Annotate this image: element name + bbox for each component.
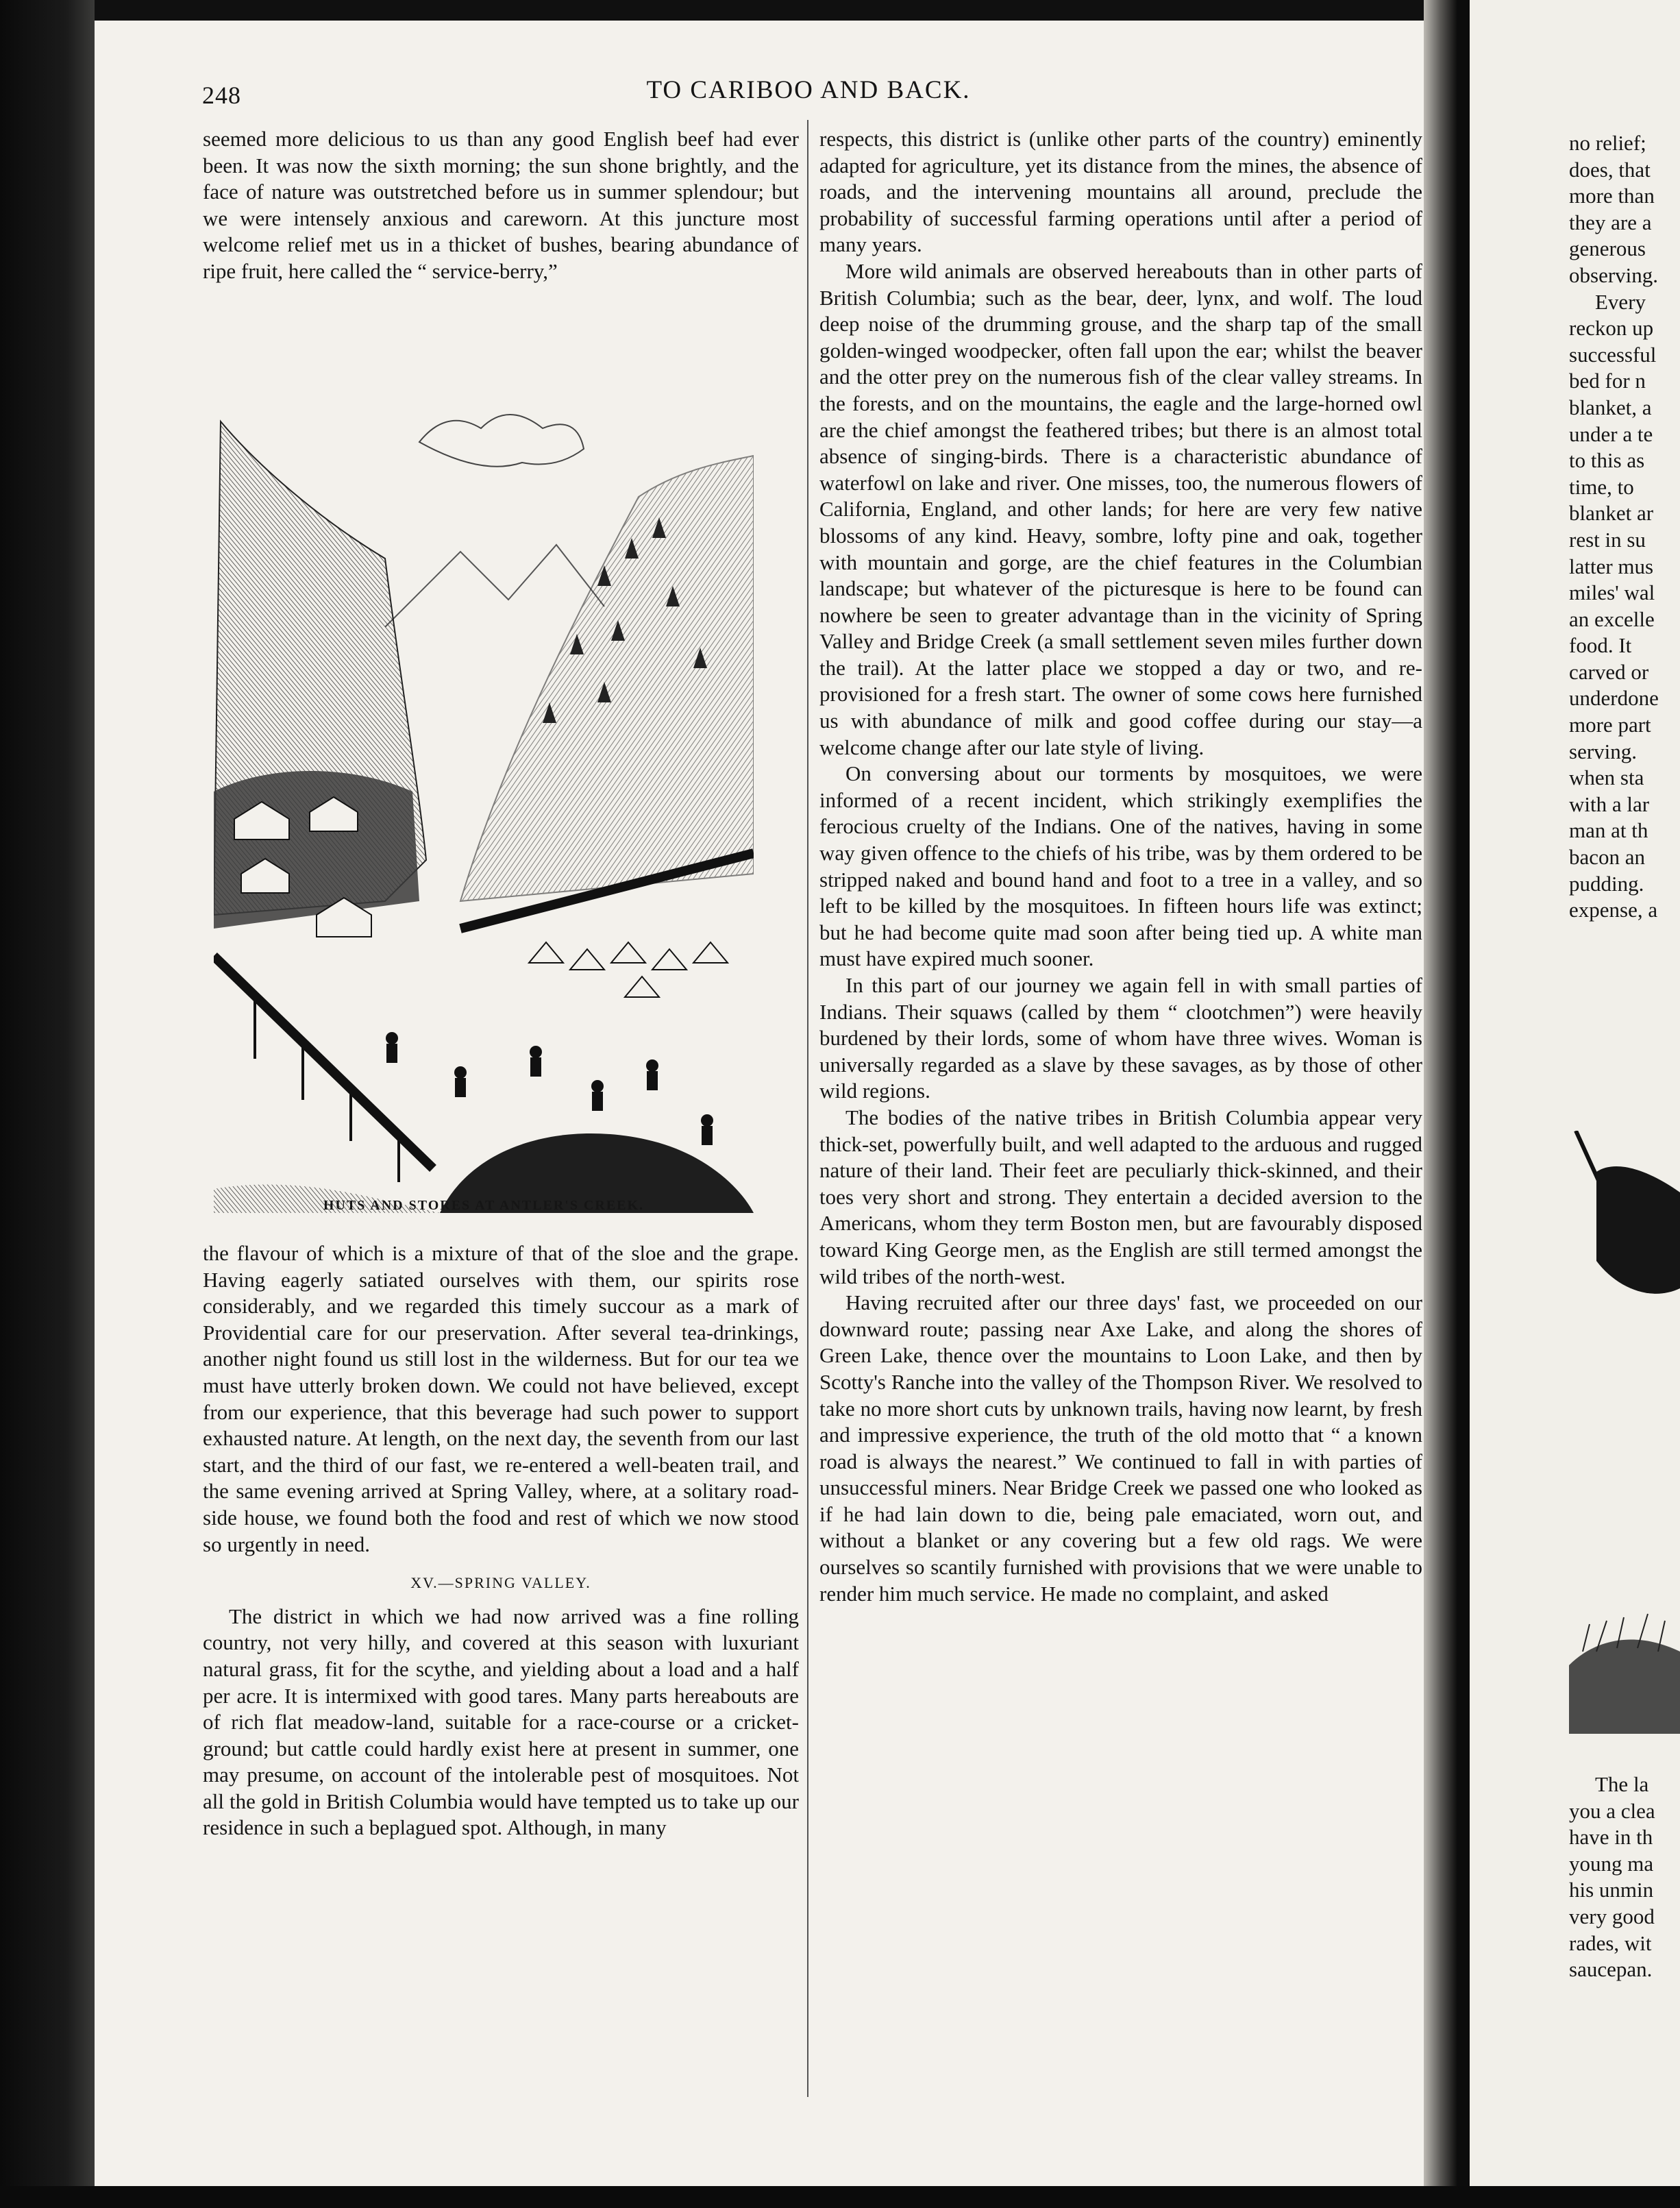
facing-line: underdone — [1569, 686, 1659, 711]
left-continued-paragraph: the flavour of which is a mixture of that of the sloe and the grape. Having eagerly satiated ourselves with them, our spirits rose considerably, and we regarded this timely succour as a mark of Providential care for our preservation. After several tea-drinkings, another night found us still lost in the wilderness. But for our tea we must have utterly broken down. We could not have believed, except from our experience, that this beverage had such power to support exhausted nature. At length, on the next day, the seventh from our last start, and the third of our fast, we re-entered a well-beaten trail, and the same evening arrived at Spring Valley, where, at a solitary road-side house, we found both the food and rest of which we now stood so urgently in need. — [203, 1241, 799, 1556]
facing-line: under a te — [1569, 421, 1653, 446]
facing-line: have in th — [1569, 1825, 1653, 1850]
facing-line: time, to — [1569, 474, 1634, 499]
facing-line: rades, wit — [1569, 1930, 1652, 1955]
facing-line: young ma — [1569, 1851, 1654, 1876]
left-column-bottom — [203, 1240, 799, 1841]
running-head: TO CARIBOO AND BACK. — [646, 76, 971, 104]
facing-line: expense, a — [1569, 898, 1658, 922]
scanner-bottom-edge — [0, 2186, 1680, 2208]
facing-line: to this as — [1569, 448, 1645, 473]
left-top-paragraph: seemed more delicious to us than any good English beef had ever been. It was now the sixth morning; the sun shone brightly, and the face of nature was outstretched before us in summer splendour; but we were intensely anxious and careworn. At this juncture most welcome relief met us in a thicket of bushes, bearing abundance of ripe fruit, here called the “ service-berry,” — [203, 127, 799, 283]
facing-line: when sta — [1569, 765, 1644, 790]
middle-paragraph-5: The bodies of the native tribes in British Columbia appear very thick-set, powerfully built, and well adapted to the arduous and rugged nature of their land. Their feet are peculiarly thick-skinned, and their toes very short and strong. They entertain a decided aversion to the Americans, whom they term Boston men, but are favourably disposed toward King George men, as the English are still termed amongst the wild tribes of the north-west. — [819, 1105, 1422, 1288]
facing-line: miles' wal — [1569, 580, 1655, 605]
facing-line: no relief; — [1569, 131, 1646, 155]
facing-page-text-bottom — [1569, 1771, 1655, 1983]
facing-line: more than — [1569, 184, 1655, 208]
facing-line: an excelle — [1569, 606, 1655, 631]
facing-line: Every — [1595, 289, 1646, 314]
facing-line: more part — [1569, 713, 1651, 737]
facing-line: man at th — [1569, 818, 1648, 843]
page-number: 248 — [202, 82, 241, 109]
middle-paragraph-3: On conversing about our torments by mosquitoes, we were informed of a recent incident, which strikingly exemplifies the ferocious cruelty of the Indians. One of the natives, having in some way given offence to the chiefs of his tribe, was by them ordered to be stripped naked and bound hand and foot to a tree in a valley, and so left to be killed by the mosquitoes. In fifteen hours life was extinct; but he had become quite mad soon after being tied up. A white man must have expired much sooner. — [819, 761, 1422, 971]
facing-line: blanket ar — [1569, 501, 1654, 526]
column-rule — [807, 120, 808, 2097]
middle-paragraph-2: More wild animals are observed hereabouts than in other parts of British Columbia; such as the bear, deer, lynx, and wolf. The loud deep noise of the drumming grouse, and the sharp tap of the small golden-winged woodpecker, often fall upon the ear; whilst the beaver and the otter prey on the numerous fish of the clear valley streams. In the forests, and on the mountains, the eagle and the large-horned owl are the chief amongst the feathered tribes; but there is an almost total absence of singing-birds. There is a characteristic abundance of waterfowl on lake and river. One misses, too, the numerous flowers of California, England, and other lands; for here are very few native blossoms of any kind. Heavy, sombre, lofty pine and oak, together with mountain and gorge, are the chief features in the Columbian landscape; but whatever of the picturesque is here to be found can nowhere be seen to greater advantage than in the vicinity of Spring Valley and Bridge Creek (a small settlement seven miles further down the trail). At the latter place we stopped a day or two, and re-provisioned for a fresh start. The owner of some cows here furnished us with abundance of milk and good coffee during our stay—a welcome change after our late style of living. — [819, 258, 1422, 759]
left-column-top — [203, 126, 799, 285]
facing-line: successful — [1569, 342, 1657, 367]
facing-line: they are a — [1569, 210, 1652, 234]
facing-line: his unmin — [1569, 1878, 1654, 1902]
facing-line: latter mus — [1569, 554, 1654, 578]
facing-line: reckon up — [1569, 316, 1654, 341]
engraving-illustration — [214, 380, 754, 1213]
facing-line: bacon an — [1569, 845, 1646, 870]
facing-line: observing. — [1569, 262, 1659, 287]
section-paragraph: The district in which we had now arrived was a fine rolling country, not very hilly, and covered at this season with luxuriant natural grass, fit for the scythe, and yielding about a load and a half per acre. It is intermixed with good tares. Many parts hereabouts are of rich flat meadow-land, suitable for a race-course or a cricket-ground; but cattle could hardly exist here at present in summer, one may presume, on account of the intolerable pest of mosquitoes. Not all the gold in British Columbia would have tempted us to take up our residence in such a beplagued spot. Although, in many — [203, 1604, 799, 1840]
facing-page-text-top — [1569, 130, 1680, 924]
facing-line: very good — [1569, 1904, 1655, 1928]
facing-line: food. It — [1569, 633, 1632, 658]
scanner-left-edge — [0, 0, 95, 2208]
facing-line: The la — [1595, 1772, 1649, 1796]
middle-paragraph-1: respects, this district is (unlike other parts of the country) eminently adapted for agriculture, yet its distance from the mines, the absence of roads, and the intervening mountains all around, preclude the probability of successful farming operations until after a period of many years. — [819, 127, 1422, 257]
figure-caption: HUTS AND STORES AT ANTLER'S CREEK. — [323, 1198, 645, 1213]
facing-line: serving. — [1569, 739, 1638, 763]
facing-line: saucepan. — [1569, 1957, 1653, 1982]
facing-line: you a clea — [1569, 1798, 1655, 1823]
middle-paragraph-6: Having recruited after our three days' fast, we proceeded on our downward route; passing near Axe Lake, and along the shores of Green Lake, thence over the mountains to Loon Lake, and then by Scotty's Ranche into the valley of the Thompson River. We resolved to take no more short cuts by unknown trails, having now learnt, by fresh and impressive experience, the truth of the old motto that “ a known road is always the nearest.” We continued to fall in with parties of unsuccessful miners. Near Bridge Creek we passed one who looked as if he had lain down to die, being pale emaciated, worn out, and without a blanket or any covering but a few old rags. We were ourselves so scantily furnished with provisions that we were unable to render him much service. He made no complaint, and asked — [819, 1290, 1422, 1606]
facing-page-illustration — [1569, 1131, 1680, 1734]
facing-line: rest in su — [1569, 527, 1646, 552]
facing-line: does, that — [1569, 157, 1651, 182]
facing-line: generous — [1569, 236, 1646, 261]
facing-line: blanket, a — [1569, 395, 1652, 419]
facing-line: carved or — [1569, 659, 1649, 684]
middle-column — [819, 126, 1422, 1607]
facing-line: with a lar — [1569, 792, 1650, 816]
facing-line: pudding. — [1569, 871, 1644, 896]
facing-line: bed for n — [1569, 369, 1646, 393]
section-heading: XV.—SPRING VALLEY. — [410, 1574, 591, 1592]
book-gutter — [1424, 0, 1472, 2208]
middle-paragraph-4: In this part of our journey we again fell in with small parties of Indians. Their squaws (called by them “ clootchmen”) were heavily burdened by their lords, some of whom have three wives. Woman is universally regarded as a slave by these savages, as by those of other wild regions. — [819, 973, 1422, 1103]
